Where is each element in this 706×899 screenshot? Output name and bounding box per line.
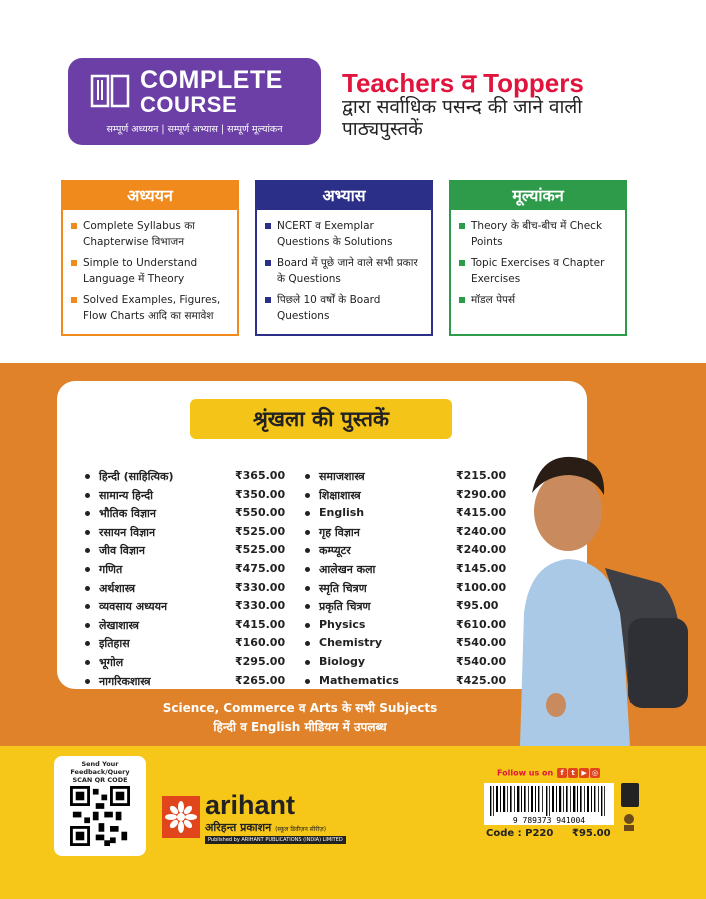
book-item: आलेखन कला ₹145.00 xyxy=(305,562,515,581)
qr-code-icon[interactable] xyxy=(70,786,130,846)
publisher-name: arihant xyxy=(205,790,296,820)
series-section xyxy=(0,363,706,746)
study-point: Complete Syllabus का Chapterwise विभाजन xyxy=(71,218,229,250)
emblem-icon xyxy=(621,812,637,834)
book-item: प्रकृति चित्रण ₹95.00 xyxy=(305,599,515,618)
evaluation-point: Theory के बीच-बीच में Check Points xyxy=(459,218,617,250)
complete-course-logo xyxy=(68,58,321,145)
evaluation-point: Topic Exercises व Chapter Exercises xyxy=(459,255,617,287)
evaluation-point: मॉडल पेपर्स xyxy=(459,292,617,308)
follow-label: Follow us on xyxy=(497,768,554,778)
book-item: भौतिक विज्ञान ₹550.00 xyxy=(85,506,285,525)
open-book-icon xyxy=(88,70,132,110)
publisher-badge-icon xyxy=(621,783,639,807)
study-point: Simple to Understand Language में Theory xyxy=(71,255,229,287)
feedback-qr-box[interactable] xyxy=(54,756,146,856)
series-card xyxy=(57,381,587,689)
series-title: श्रृंखला की पुस्तकें xyxy=(190,399,452,439)
logo-tagline: सम्पूर्ण अध्ययन | सम्पूर्ण अभ्यास | सम्पूर्ण मूल्यांकन xyxy=(106,124,283,135)
book-item: सामान्य हिन्दी ₹350.00 xyxy=(85,488,285,507)
isbn-barcode xyxy=(484,783,614,825)
book-item: नागरिकशास्त्र ₹265.00 xyxy=(85,674,285,693)
headline-english: Teachers व Toppers xyxy=(342,68,584,98)
code-price-row xyxy=(486,828,626,839)
availability-line-2: हिन्दी व English मीडियम में उपलब्ध xyxy=(213,720,387,734)
book-list-left xyxy=(85,469,285,692)
book-item: हिन्दी (साहित्यिक) ₹365.00 xyxy=(85,469,285,488)
practice-column-title: अभ्यास xyxy=(257,182,431,210)
book-item: कम्प्यूटर ₹240.00 xyxy=(305,543,515,562)
book-item: Physics ₹610.00 xyxy=(305,618,515,637)
practice-column xyxy=(255,180,433,336)
book-item: Mathematics ₹425.00 xyxy=(305,674,515,693)
book-item: Biology ₹540.00 xyxy=(305,655,515,674)
practice-point: Board में पूछे जाने वाले सभी प्रकार के Questions xyxy=(265,255,423,287)
footer-section xyxy=(0,746,706,899)
isbn-digits: 9 789373 941004 xyxy=(512,816,586,825)
book-list-right xyxy=(305,469,515,692)
book-item: गृह विज्ञान ₹240.00 xyxy=(305,525,515,544)
logo-text-complete: COMPLETE xyxy=(140,66,283,94)
facebook-icon[interactable]: f xyxy=(557,768,567,778)
book-item: स्मृति चित्रण ₹100.00 xyxy=(305,581,515,600)
book-item: अर्थशास्त्र ₹330.00 xyxy=(85,581,285,600)
book-item: रसायन विज्ञान ₹525.00 xyxy=(85,525,285,544)
book-item: समाजशास्त्र ₹215.00 xyxy=(305,469,515,488)
availability-line-1: Science, Commerce व Arts के सभी Subjects xyxy=(162,701,438,715)
student-illustration xyxy=(510,443,706,746)
publisher-name-hindi: अरिहन्त प्रकाशन (स्कूल डिवीज़न सीरीज़) xyxy=(205,821,327,834)
practice-point: पिछले 10 वर्षों के Board Questions xyxy=(265,292,423,324)
youtube-icon[interactable]: ▶ xyxy=(579,768,589,778)
twitter-icon[interactable]: t xyxy=(568,768,578,778)
availability-note xyxy=(150,699,450,737)
book-item: इतिहास ₹160.00 xyxy=(85,636,285,655)
study-column xyxy=(61,180,239,336)
product-code: Code : P220 xyxy=(486,828,554,839)
book-item: English ₹415.00 xyxy=(305,506,515,525)
evaluation-column-title: मूल्यांकन xyxy=(451,182,625,210)
book-item: व्यवसाय अध्ययन ₹330.00 xyxy=(85,599,285,618)
feedback-text: Send Your Feedback/Query SCAN QR CODE xyxy=(70,760,130,784)
top-section xyxy=(0,0,706,363)
logo-text-course: COURSE xyxy=(140,92,238,117)
book-item: शिक्षाशास्त्र ₹290.00 xyxy=(305,488,515,507)
instagram-icon[interactable]: ◎ xyxy=(591,769,599,777)
book-item: लेखाशास्त्र ₹415.00 xyxy=(85,618,285,637)
practice-point: NCERT व Exemplar Questions के Solutions xyxy=(265,218,423,250)
published-by-strip: Published by ARIHANT PUBLICATIONS (INDIA) LIMITED xyxy=(205,836,346,844)
book-item: Chemistry ₹540.00 xyxy=(305,636,515,655)
arihant-logo-icon xyxy=(162,796,200,838)
headline-hindi: द्वारा सर्वाधिक पसन्द की जाने वाली पाठ्यपुस्तकें xyxy=(342,96,583,140)
book-price: ₹95.00 xyxy=(572,828,611,839)
study-column-title: अध्ययन xyxy=(63,182,237,210)
follow-us xyxy=(497,768,600,778)
book-item: भूगोल ₹295.00 xyxy=(85,655,285,674)
book-item: गणित ₹475.00 xyxy=(85,562,285,581)
book-item: जीव विज्ञान ₹525.00 xyxy=(85,543,285,562)
evaluation-column xyxy=(449,180,627,336)
study-point: Solved Examples, Figures, Flow Charts आदि का समावेश xyxy=(71,292,229,324)
